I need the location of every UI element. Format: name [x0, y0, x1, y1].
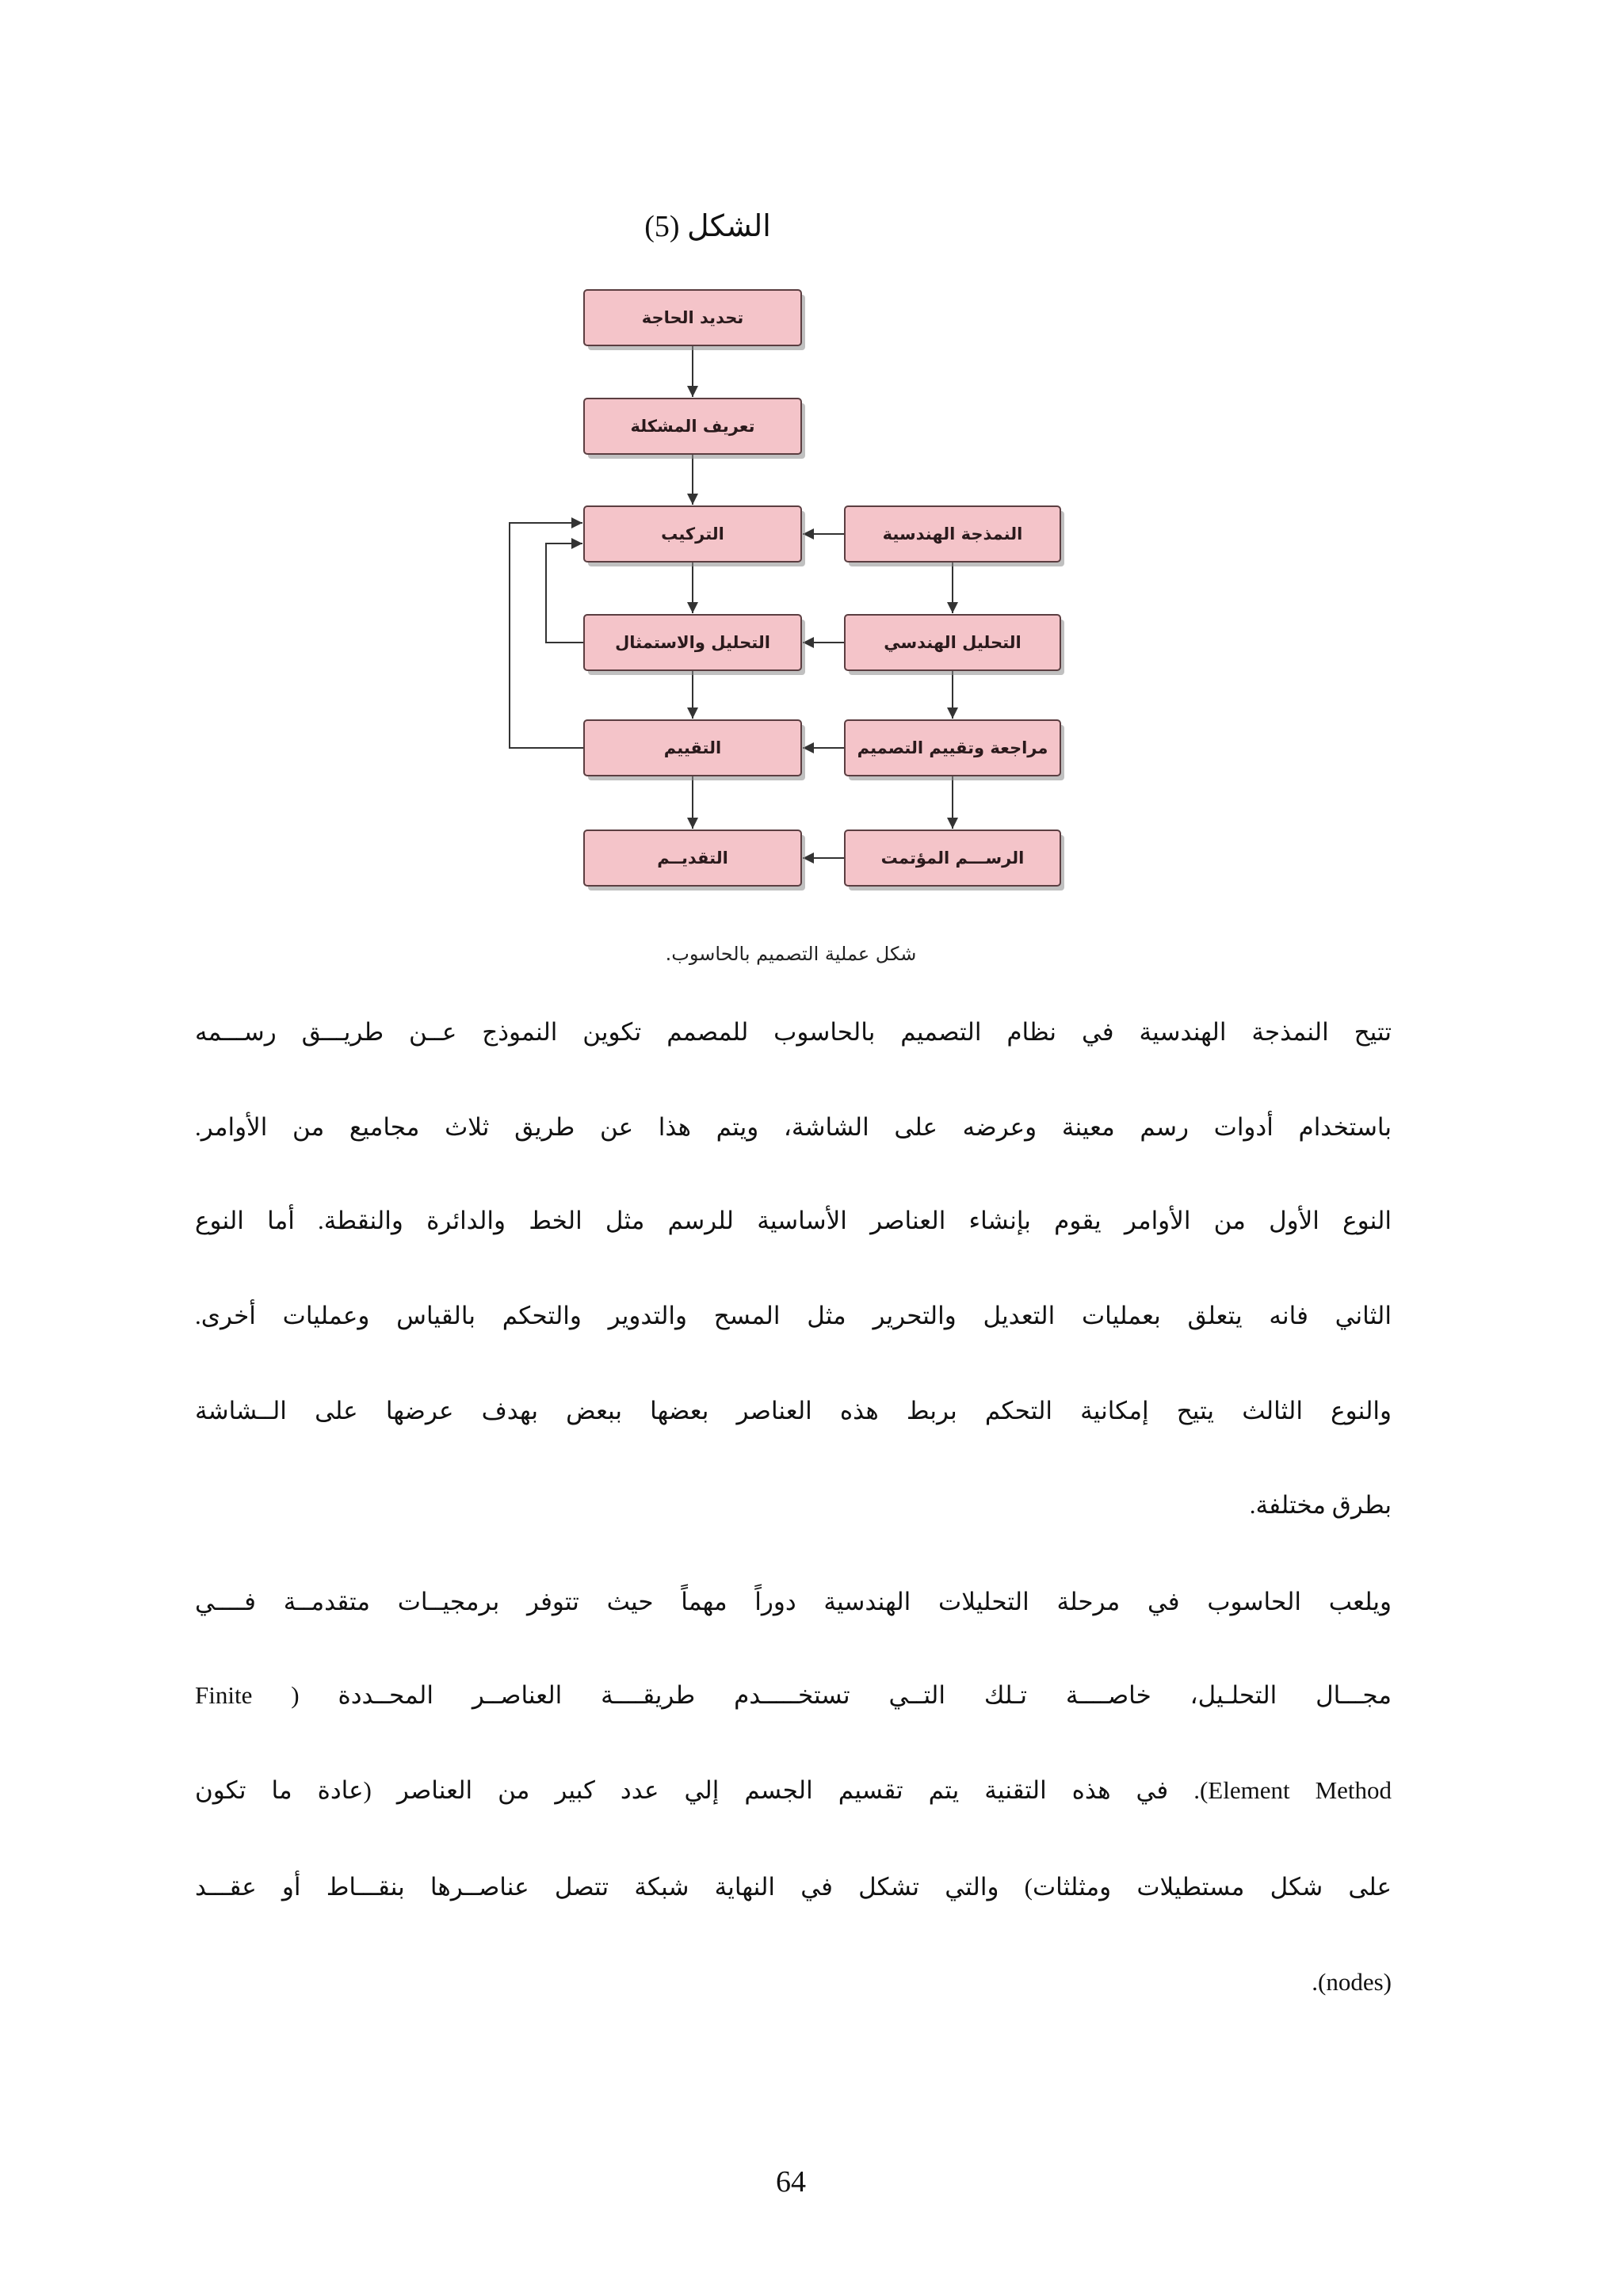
box-label: التركيب — [661, 524, 724, 543]
box-label: النمذجة الهندسية — [882, 524, 1023, 543]
left-column — [584, 290, 805, 891]
flow-box — [584, 830, 805, 891]
flow-box — [845, 720, 1064, 780]
right-column — [845, 506, 1064, 891]
paragraph-line: الثاني فانه يتعلق بعمليات التعديل والتحرير مثل المسح والتدوير والتحكم بالقياس وعمليات أخرى. — [195, 1302, 1392, 1329]
flow-box — [845, 615, 1064, 675]
design-process-flowchart — [475, 269, 1109, 919]
feedback-loop-analysis-to-synthesis — [546, 543, 584, 643]
box-label: الرســـم المؤتمت — [880, 849, 1025, 868]
box-label: تحديد الحاجة — [641, 308, 744, 327]
paragraph-line: Element Method). في هذه التقنية يتم تقسيم الجسم إلي عدد كبير من العناصر (عادة ما تكون — [195, 1776, 1392, 1804]
flow-box — [845, 830, 1064, 891]
box-label: التقييم — [663, 738, 722, 757]
box-label: التحليل الهندسي — [884, 633, 1022, 652]
figure-caption: شكل عملية التصميم بالحاسوب. — [665, 943, 917, 965]
page-number: 64 — [776, 2165, 806, 2199]
flow-box — [584, 506, 805, 566]
paragraph-line: على شكل مستطيلات ومثلثات) والتي تشكل في النهاية شبكة تتصل عناصــرها بنقـــاط أو عقـــد — [195, 1873, 1392, 1901]
box-label: التقديــم — [657, 849, 728, 868]
flow-box — [584, 290, 805, 350]
box-label: تعريف المشكلة — [630, 417, 755, 436]
flow-box — [845, 506, 1064, 566]
paragraph-line: والنوع الثالث يتيح إمكانية التحكم بربط هذه العناصر بعضها ببعض بهدف عرضها على الــشاشة — [195, 1397, 1392, 1425]
flow-box — [584, 615, 805, 675]
paragraph-line: بطرق مختلفة. — [1249, 1491, 1392, 1519]
paragraph-line: مجـــال التحلـيل، خاصــــة تـلك التــي تستخـــــدم طريقــــة العناصــر المحــددة ( Finite — [195, 1681, 1392, 1709]
paragraph-line: باستخدام أدوات رسم معينة وعرضه على الشاشة، ويتم هذا عن طريق ثلاث مجاميع من الأوامر. — [195, 1113, 1392, 1141]
paragraph-line: (nodes). — [1312, 1968, 1392, 1996]
paragraph-line: تتيح النمذجة الهندسية في نظام التصميم بالحاسوب للمصمم تكوين النموذج عــن طريـــق رســـمه — [195, 1018, 1392, 1046]
box-label: التحليل والاستمثال — [615, 633, 770, 652]
figure-title: الشكل (5) — [644, 210, 771, 243]
paragraph-line: ويلعب الحاسوب في مرحلة التحليلات الهندسية دوراً مهماً حيث تتوفر برمجيــات متقدمــة فــــي — [195, 1588, 1392, 1615]
box-label: مراجعة وتقييم التصميم — [857, 738, 1048, 757]
flow-box — [584, 720, 805, 780]
paragraph-line: النوع الأول من الأوامر يقوم بإنشاء العناصر الأساسية للرسم مثل الخط والدائرة والنقطة. أما النوع — [195, 1207, 1392, 1234]
flow-box — [584, 399, 805, 459]
